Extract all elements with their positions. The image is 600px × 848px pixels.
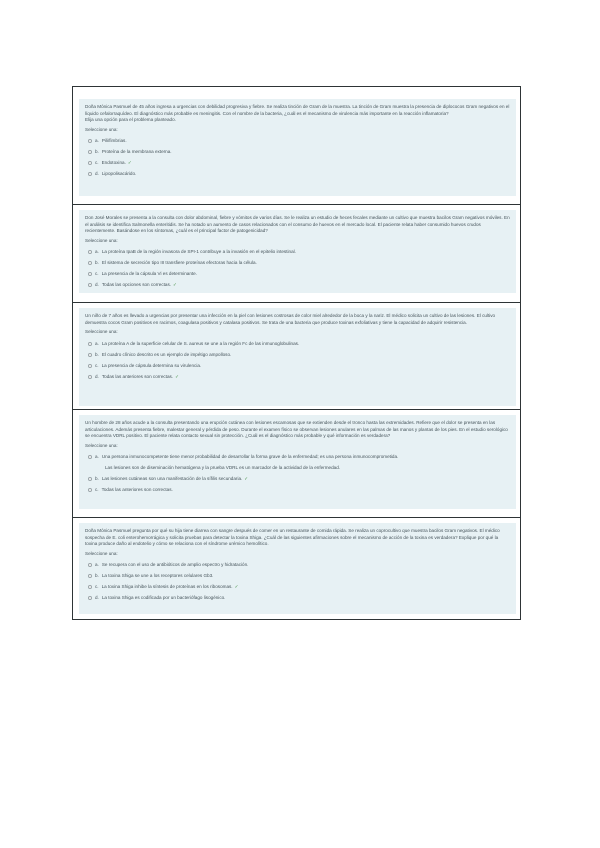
question-text: Don José Morales se presenta a la consulta con dolor abdominal, fiebre y vómitos de varios días. Se le realiza un estudio de heces fecales mediante un cultivo que muestra bacilos Gram negativos móviles. En el análisis se identifica Salmonella enteritidis. Se ha notado un aumento de casos relacionados con el consumo de huevos en el mercado local. El paciente relata haber consumido huevos crudos recientemente. Basándose en los síntomas, ¿cuál es el principal factor de patogenicidad? xyxy=(85,215,510,234)
radio-icon[interactable] xyxy=(88,353,92,357)
answer-option[interactable]: a. Pili/fimbrias. xyxy=(88,138,510,144)
radio-icon[interactable] xyxy=(88,596,92,600)
question-card-3 xyxy=(79,308,516,406)
radio-icon[interactable] xyxy=(88,585,92,589)
radio-icon[interactable] xyxy=(88,364,92,368)
divider xyxy=(73,302,520,303)
radio-icon[interactable] xyxy=(88,250,92,254)
check-icon: ✓ xyxy=(234,584,239,590)
question-prompt: Elija una opción para el problema planteado. xyxy=(85,117,176,123)
answer-option[interactable]: d. Lipopolisacárido. xyxy=(88,171,510,177)
question-card-1 xyxy=(79,99,516,196)
select-label: Seleccione una: xyxy=(85,550,118,556)
divider xyxy=(73,409,520,410)
answer-option[interactable]: a. Una persona inmunocompetente tiene menor probabilidad de desarrollar la forma grave de la enfermedad; es una persona inmunocomprometida. xyxy=(88,454,510,460)
radio-icon[interactable] xyxy=(88,261,92,265)
radio-icon[interactable] xyxy=(88,477,92,481)
radio-icon[interactable] xyxy=(88,375,92,379)
radio-icon[interactable] xyxy=(88,150,92,154)
radio-icon[interactable] xyxy=(88,172,92,176)
radio-icon[interactable] xyxy=(88,283,92,287)
answer-option[interactable]: a. La proteína A de la superficie celular de S. aureus se une a la región Fc de las inmunoglobulinas. xyxy=(88,341,510,347)
answer-option[interactable]: d. Todas las opciones son correctas. ✓ xyxy=(88,282,510,288)
select-label: Seleccione una: xyxy=(85,442,118,448)
radio-icon[interactable] xyxy=(88,563,92,567)
answer-option[interactable]: b. Las lesiones cutáneas son una manifestación de la sífilis secundaria. ✓ xyxy=(88,476,510,482)
question-card-5 xyxy=(79,523,516,614)
check-icon: ✓ xyxy=(173,282,177,288)
radio-icon[interactable] xyxy=(88,488,92,492)
radio-icon[interactable] xyxy=(88,342,92,346)
answer-option[interactable]: a. La proteína IpaB de la región invasora de SPI-1 contribuye a la invasión en el epitelio intestinal. xyxy=(88,249,510,255)
question-text: Un hombre de 28 años acude a la consulta presentando una erupción cutánea con lesiones escamosas que se extienden desde el tronco hasta las extremidades. Refiere que el dolor se presenta en las articulaciones. Además presenta fiebre, malestar general y pérdida de peso. Durante el examen físico se observan lesiones anulares en las palmas de las manos y plantas de los pies. En el estudio serológico se encuentra VDRL positivo. El paciente relata contacto sexual sin protección. ¿Cuál es el diagnóstico más probable y qué información es verdadera? xyxy=(85,420,508,439)
radio-icon[interactable] xyxy=(88,161,92,165)
quiz-review-frame xyxy=(72,86,521,620)
radio-icon[interactable] xyxy=(88,139,92,143)
answer-option[interactable]: b. Proteína de la membrana externa. xyxy=(88,149,510,155)
question-text: Doña Mónica Pasmuel pregunta por qué su hija tiene diarrea con sangre después de comer en un restaurante de comida rápida. Se realiza un coprocultivo que muestra bacilos Gram negativos. El médico sospecha de E. coli enterohemorrágica y solicita pruebas para detectar la toxina Shiga. ¿Cuál de las siguientes afirmaciones sobre el mecanismo de acción de la toxina es verdadera? Explique por qué la toxina produce daño al endotelio y cómo se relaciona con el síndrome urémico hemolítico. xyxy=(85,528,500,547)
divider xyxy=(73,204,520,205)
check-icon: ✓ xyxy=(175,373,179,379)
question-card-2 xyxy=(79,210,516,293)
answer-option[interactable]: a. Se recupera con el uso de antibióticos de amplio espectro y hidratación. xyxy=(88,562,510,568)
question-card-4 xyxy=(79,415,516,509)
select-label: Seleccione una: xyxy=(85,237,118,243)
answer-option[interactable]: b. El sistema de secreción tipo III transfiere proteínas efectoras hacia la célula. xyxy=(88,260,510,266)
divider xyxy=(73,517,520,518)
answer-option[interactable]: d. La toxina Shiga es codificada por un bacteriófago lisogénico. xyxy=(88,595,510,601)
answer-option[interactable]: b. El cuadro clínico descrito es un ejemplo de impétigo ampolloso. xyxy=(88,352,510,358)
question-text: Doña Mónica Pasmuel de 45 años ingresa a urgencias con debilidad progresiva y fiebre. Se realiza tinción de Gram de la muestra. La tinción de Gram muestra la presencia de diplococos Gram negativos en el líquido cefalorraquídeo. El diagnóstico más probable es meningitis. Con el nombre de la bacteria, ¿cuál es el mecanismo de virulencia más importante en la reacción inflamatoria? xyxy=(85,104,510,116)
answer-option[interactable]: d. Todas las anteriores son correctas. ✓ xyxy=(88,374,510,380)
answer-option[interactable]: c. Todas las anteriores son correctas. xyxy=(88,487,510,493)
select-label: Seleccione una: xyxy=(85,126,118,132)
question-text: Un niño de 7 años es llevado a urgencias por presentar una infección en la piel con lesiones costrosas de color miel alrededor de la boca y la nariz. El médico solicita un cultivo de las lesiones. El cultivo demuestra cocos Gram positivos en racimos, coagulasa positivos y catalasa positivos. Se trata de una bacteria que produce toxinas exfoliativas y tiene la capacidad de adquirir resistencia. xyxy=(85,313,496,325)
check-icon: ✓ xyxy=(127,160,132,166)
radio-icon[interactable] xyxy=(88,272,92,276)
select-label: Seleccione una: xyxy=(85,329,118,335)
answer-option[interactable]: c. La presencia de cápsula determina su virulencia. xyxy=(88,363,510,369)
answer-option-continuation: Las lesiones son de diseminación hematógena y la prueba VDRL es un marcador de la actividad de la enfermedad. xyxy=(105,465,341,471)
answer-option[interactable]: c. La presencia de la cápsula Vi es determinante. xyxy=(88,271,510,277)
answer-option[interactable]: b. La toxina Shiga se une a los receptores celulares Gb3. xyxy=(88,573,510,579)
check-icon: ✓ xyxy=(244,476,249,482)
radio-icon[interactable] xyxy=(88,574,92,578)
radio-icon[interactable] xyxy=(88,455,92,459)
answer-option[interactable]: c. Endotoxina. ✓ xyxy=(88,160,510,166)
answer-option[interactable]: c. La toxina Shiga inhibe la síntesis de proteínas en los ribosomas. ✓ xyxy=(88,584,510,590)
